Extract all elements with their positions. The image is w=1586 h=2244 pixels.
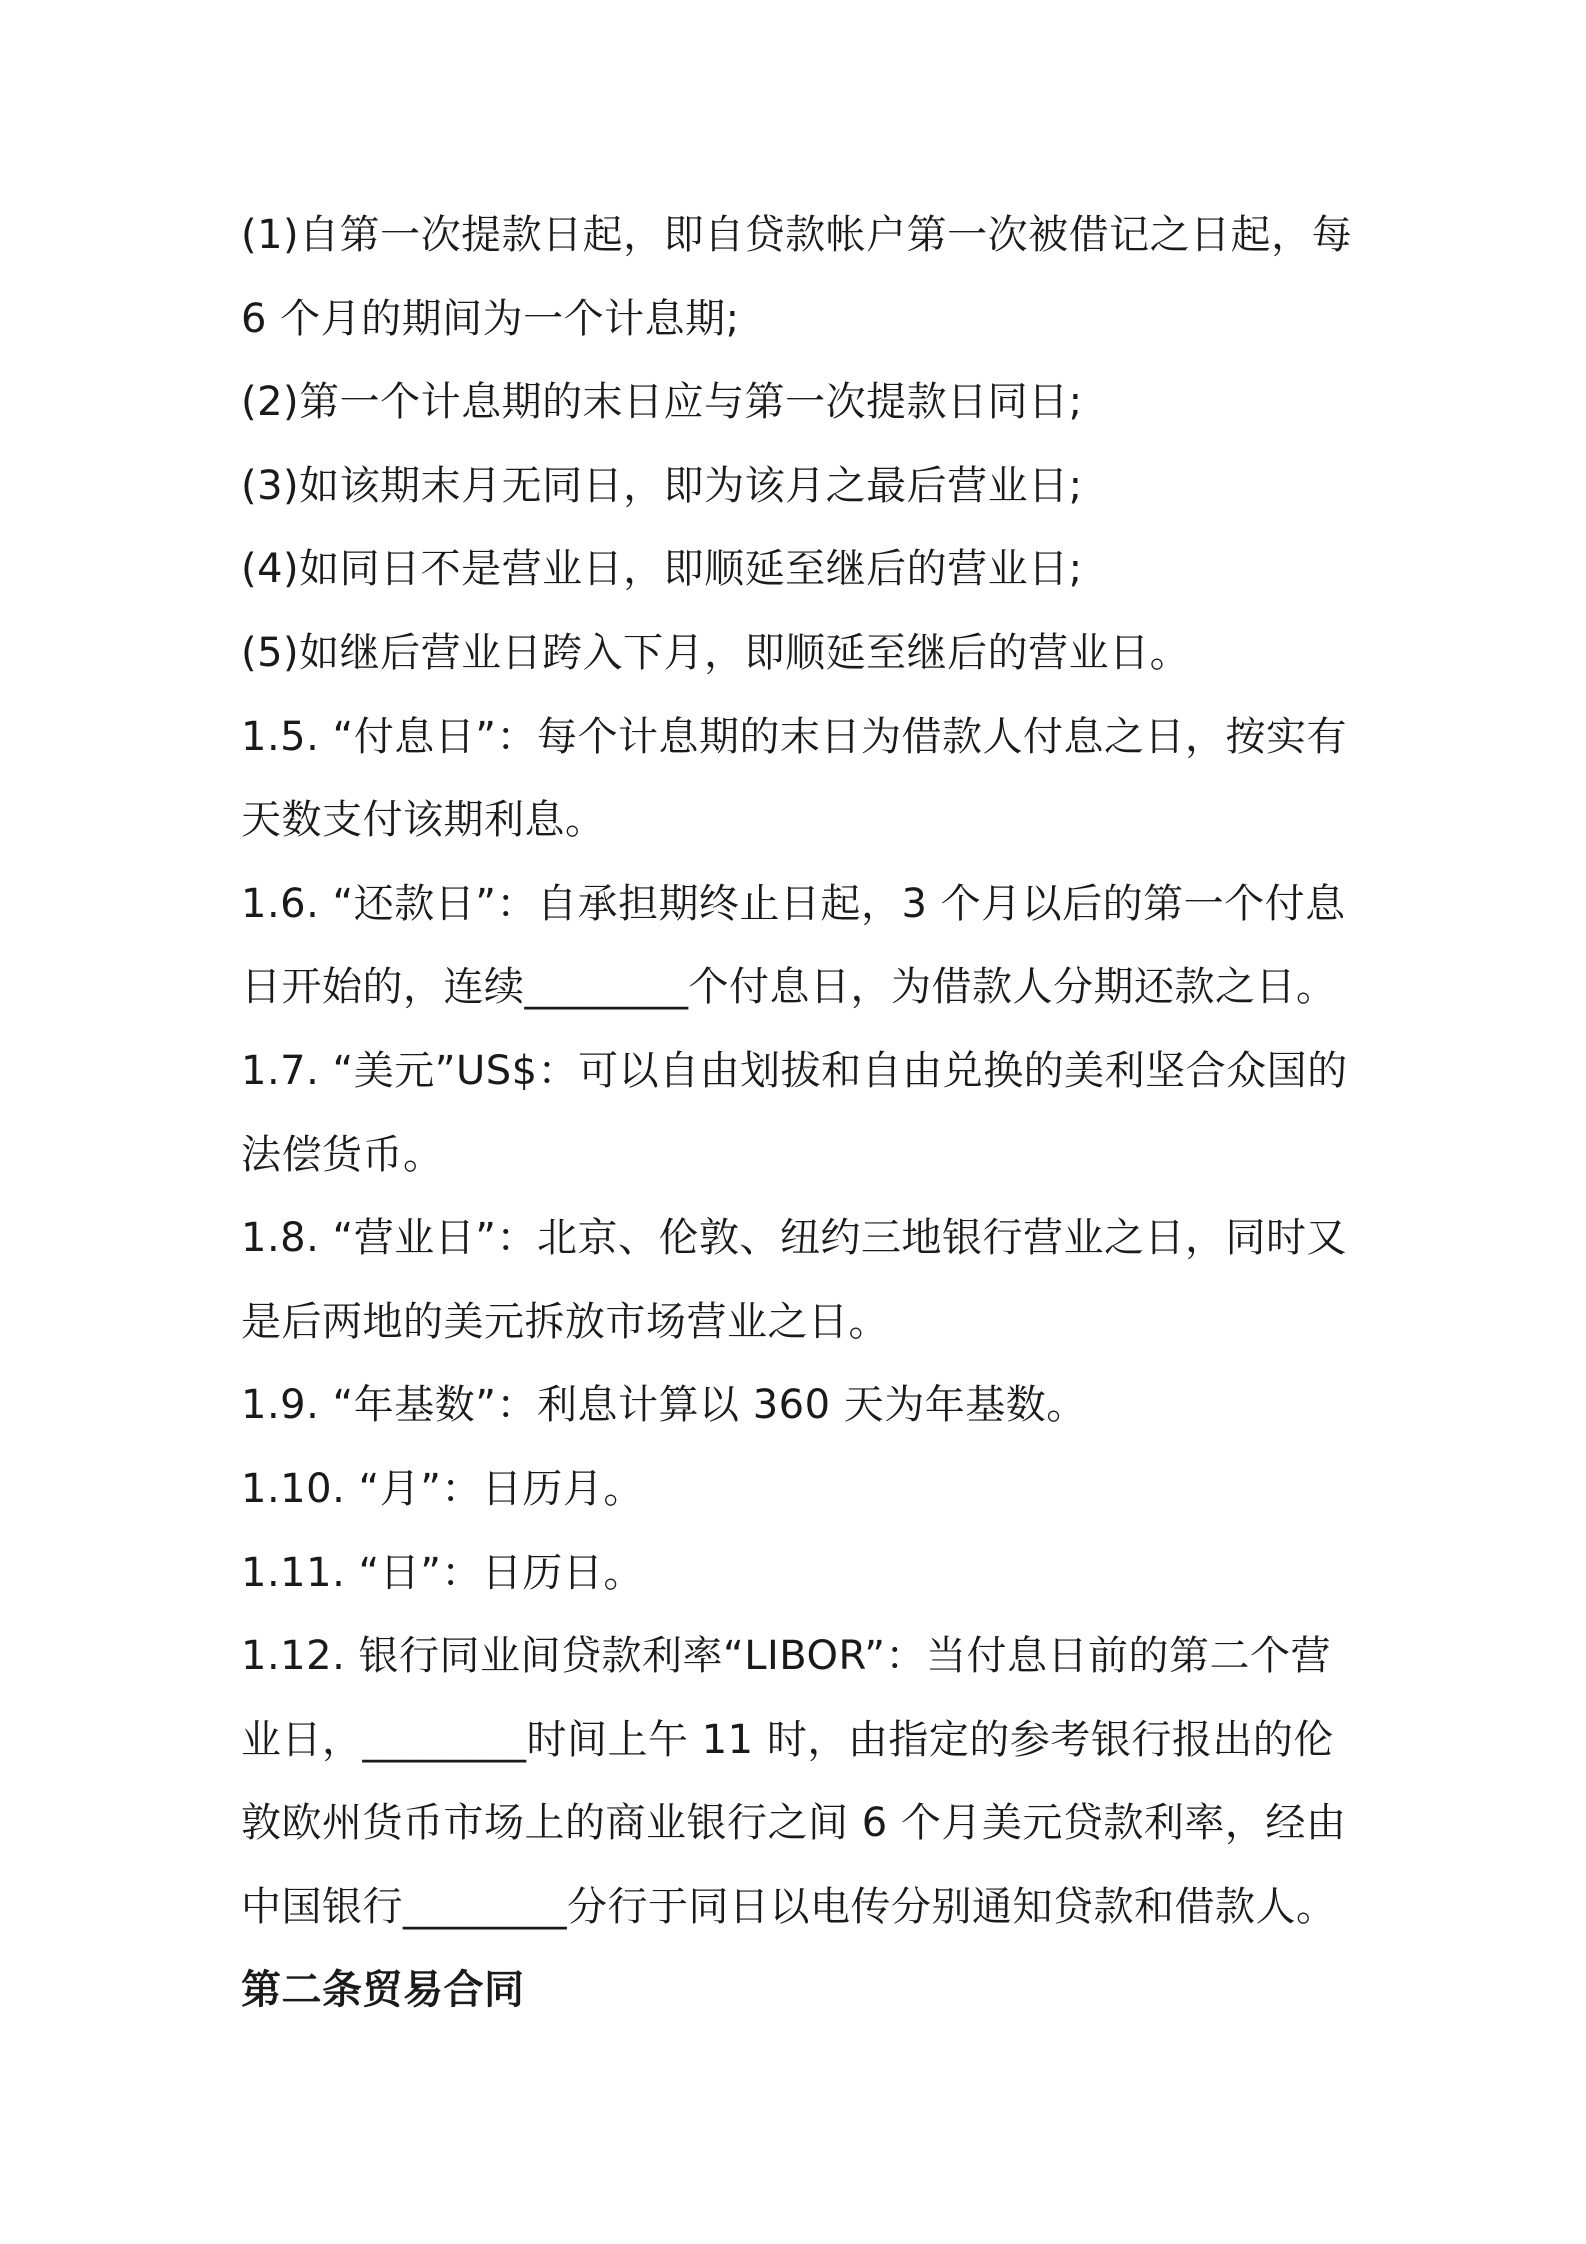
clause-1-4-item-4: (4)如同日不是营业日，即顺延至继后的营业日; [241,546,1083,593]
clause-1-10: 1.10. “月”：日历月。 [241,1465,644,1512]
clause-1-4-item-5: (5)如继后营业日跨入下月，即顺延至继后的营业日。 [241,629,1191,676]
clause-1-12: 1.12. 银行同业间贷款利率“LIBOR”：当付息日前的第二个营业日，________时间上午 11 时，由指定的参考银行报出的伦敦欧州货币市场上的商业银行之间 6 个月美元贷款利率，经由中国银行________分行于同日以电传分别通知贷款和借款人。 [241,1633,1347,1930]
clause-1-7: 1.7. “美元”US$：可以自由划拔和自由兑换的美利坚合众国的法偿货币。 [241,1047,1348,1178]
clause-1-8: 1.8. “营业日”：北京、伦敦、纽约三地银行营业之日，同时又是后两地的美元拆放市场营业之日。 [241,1215,1347,1345]
clause-1-4-item-1: (1)自第一次提款日起，即自贷款帐户第一次被借记之日起，每 6 个月的期间为一个计息期; [241,212,1353,342]
clause-1-5: 1.5. “付息日”：每个计息期的末日为借款人付息之日，按实有天数支付该期利息。 [241,713,1347,844]
clause-1-6: 1.6. “还款日”：自承担期终止日起，3 个月以后的第一个付息日开始的，连续________个付息日，为借款人分期还款之日。 [241,880,1346,1011]
clause-1-9: 1.9. “年基数”：利息计算以 360 天为年基数。 [241,1382,1087,1429]
clause-1-4-item-3: (3)如该期末月无同日，即为该月之最后营业日; [241,462,1083,509]
section-heading: 第二条贸易合同 [241,1967,525,2014]
clause-1-11: 1.11. “日”：日历日。 [241,1549,644,1596]
clause-1-4-item-2: (2)第一个计息期的末日应与第一次提款日同日; [241,379,1083,426]
document-body [241,194,1361,2033]
